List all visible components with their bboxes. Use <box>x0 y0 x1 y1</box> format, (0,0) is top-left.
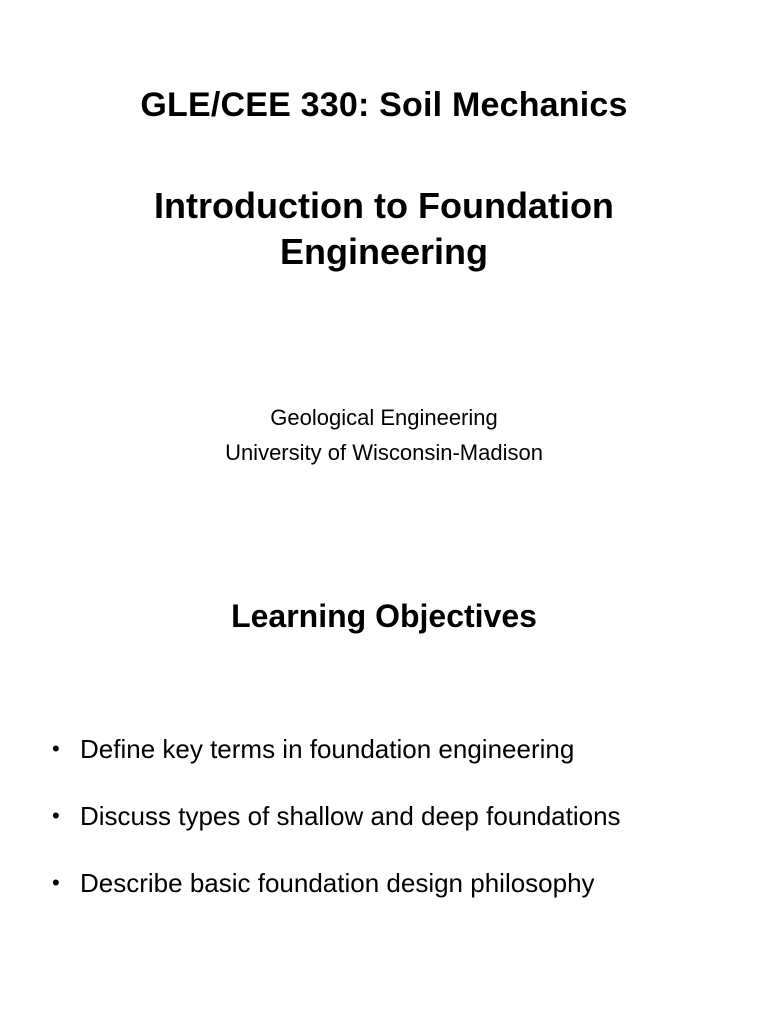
objective-item <box>52 730 752 797</box>
lecture-title-line2: Engineering <box>279 231 489 272</box>
objectives-heading: Learning Objectives <box>231 598 537 634</box>
objective-item <box>52 864 752 931</box>
objectives-list <box>52 730 752 931</box>
bullet-icon: • <box>52 803 60 828</box>
objective-text: Define key terms in foundation engineering <box>80 734 575 764</box>
university: University of Wisconsin-Madison <box>225 440 543 465</box>
bullet-icon: • <box>52 736 60 761</box>
objective-item <box>52 797 752 864</box>
lecture-title-line1: Introduction to Foundation <box>154 185 614 226</box>
objective-text: Describe basic foundation design philosophy <box>80 868 595 898</box>
department: Geological Engineering <box>270 405 498 430</box>
bullet-icon: • <box>52 870 60 895</box>
objective-text: Discuss types of shallow and deep foundations <box>80 801 621 831</box>
course-title: GLE/CEE 330: Soil Mechanics <box>140 86 628 124</box>
